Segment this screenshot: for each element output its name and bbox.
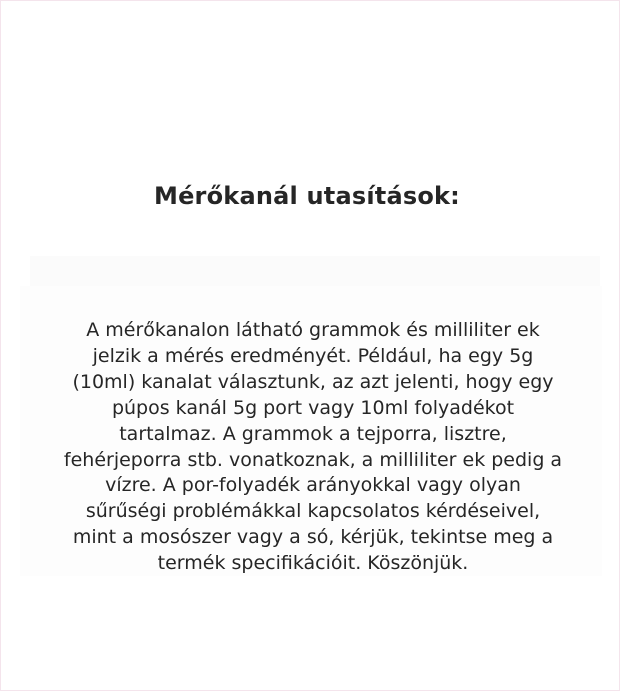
instructions-line: púpos kanál 5g port vagy 10ml folyadékot xyxy=(111,396,515,419)
instructions-line: mint a mosószer vagy a só, kérjük, tekintse meg a xyxy=(72,526,554,549)
instructions-line: A mérőkanalon látható grammok és milliliter ek xyxy=(86,319,540,341)
instructions-text xyxy=(28,318,598,577)
page-title: Mérőkanál utasítások: xyxy=(154,182,460,211)
instructions-line: sűrűségi problémákkal kapcsolatos kérdéseivel, xyxy=(85,500,541,523)
instructions-line: tartalmaz. A grammok a tejporra, lisztre, xyxy=(119,422,507,445)
instructions-line: jelzik a mérés eredményét. Például, ha egy 5g xyxy=(92,344,534,367)
instructions-line: vízre. A por-folyadék arányokkal vagy olyan xyxy=(105,474,521,497)
instructions-line: fehérjeporra stb. vonatkoznak, a milliliter ek pedig a xyxy=(63,448,563,471)
instructions-line: termék specifikációit. Köszönjük. xyxy=(157,552,469,575)
instructions-line: (10ml) kanalat választunk, az azt jelenti, hogy egy xyxy=(72,370,554,393)
